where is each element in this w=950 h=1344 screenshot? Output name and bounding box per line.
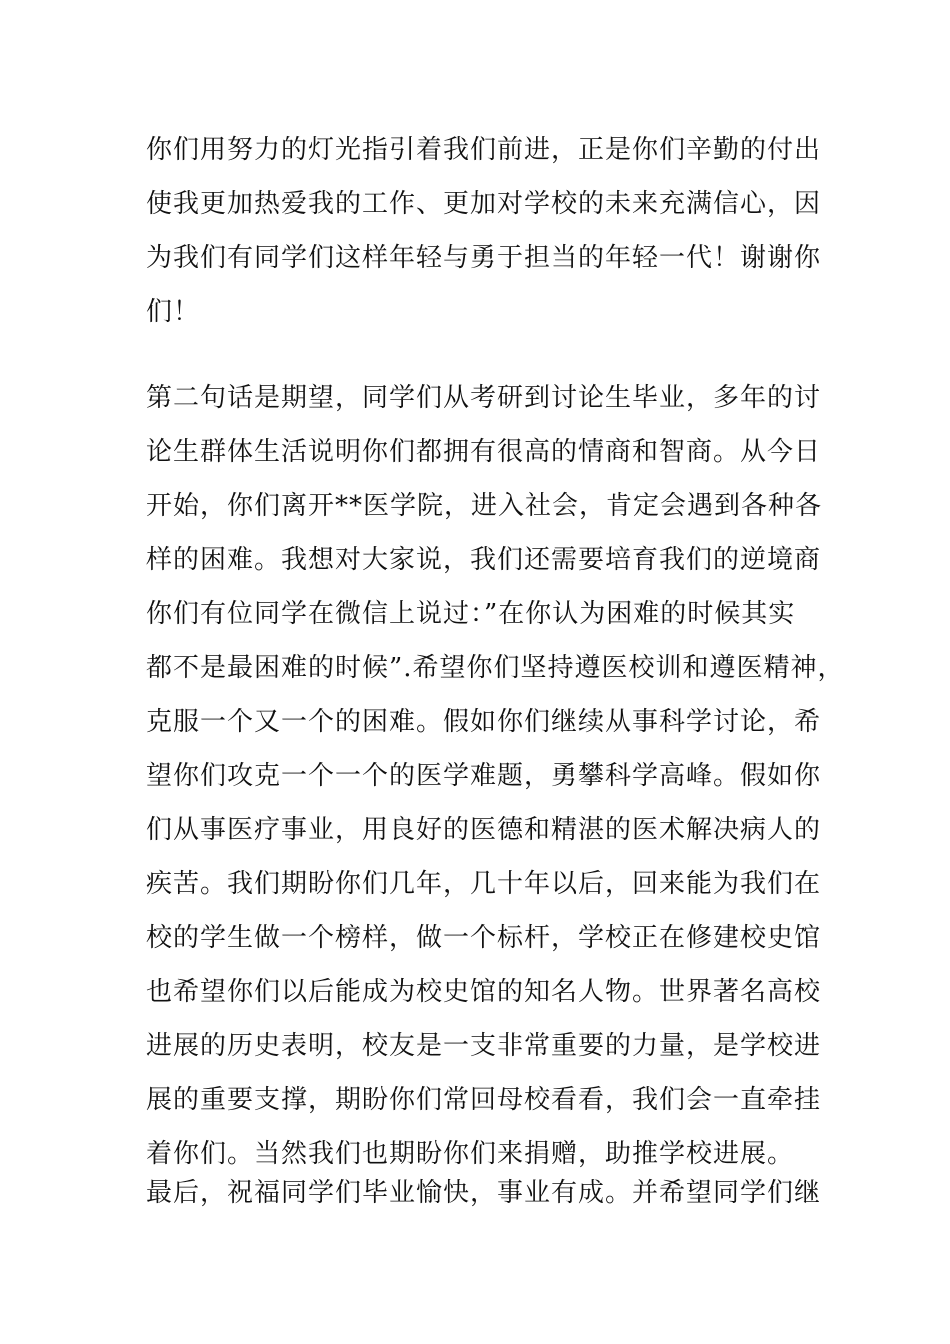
text-line: 也希望你们以后能成为校史馆的知名人物。世界著名高校 (146, 977, 822, 1007)
text-line: 克服一个又一个的困难。假如你们继续从事科学讨论，希 (146, 707, 822, 737)
text-line: 都不是最困难的时候”.希望你们坚持遵医校训和遵医精神， (146, 653, 845, 683)
text-line: 使我更加热爱我的工作、更加对学校的未来充满信心，因 (146, 189, 822, 219)
text-line: 展的重要支撑，期盼你们常回母校看看，我们会一直牵挂 (146, 1085, 822, 1115)
text-line: 着你们。当然我们也期盼你们来捐赠，助推学校进展。 (146, 1139, 795, 1169)
text-line: 你们有位同学在微信上说过：”在你认为困难的时候其实 (146, 599, 796, 629)
text-line: 望你们攻克一个一个的医学难题，勇攀科学高峰。假如你 (146, 761, 822, 791)
text-line: 疾苦。我们期盼你们几年，几十年以后，回来能为我们在 (146, 869, 822, 899)
text-line: 开始，你们离开**医学院，进入社会，肯定会遇到各种各 (146, 491, 823, 521)
text-line: 最后，祝福同学们毕业愉快，事业有成。并希望同学们继 (146, 1178, 822, 1208)
text-line: 为我们有同学们这样年轻与勇于担当的年轻一代！谢谢你 (146, 243, 822, 273)
text-line: 们！ (146, 297, 201, 327)
text-line: 你们用努力的灯光指引着我们前进，正是你们辛勤的付出 (146, 135, 822, 165)
text-line: 进展的历史表明，校友是一支非常重要的力量，是学校进 (146, 1031, 822, 1061)
text-line: 第二句话是期望，同学们从考研到讨论生毕业，多年的讨 (146, 383, 822, 413)
text-line: 论生群体生活说明你们都拥有很高的情商和智商。从今日 (146, 437, 822, 467)
paragraph-closing (146, 1166, 822, 1220)
text-line: 们从事医疗事业，用良好的医德和精湛的医术解决病人的 (146, 815, 822, 845)
paragraph-expectation (146, 371, 845, 1181)
text-line: 样的困难。我想对大家说，我们还需要培育我们的逆境商 (146, 545, 822, 575)
paragraph-gratitude (146, 123, 822, 339)
text-line: 校的学生做一个榜样，做一个标杆，学校正在修建校史馆 (146, 923, 822, 953)
